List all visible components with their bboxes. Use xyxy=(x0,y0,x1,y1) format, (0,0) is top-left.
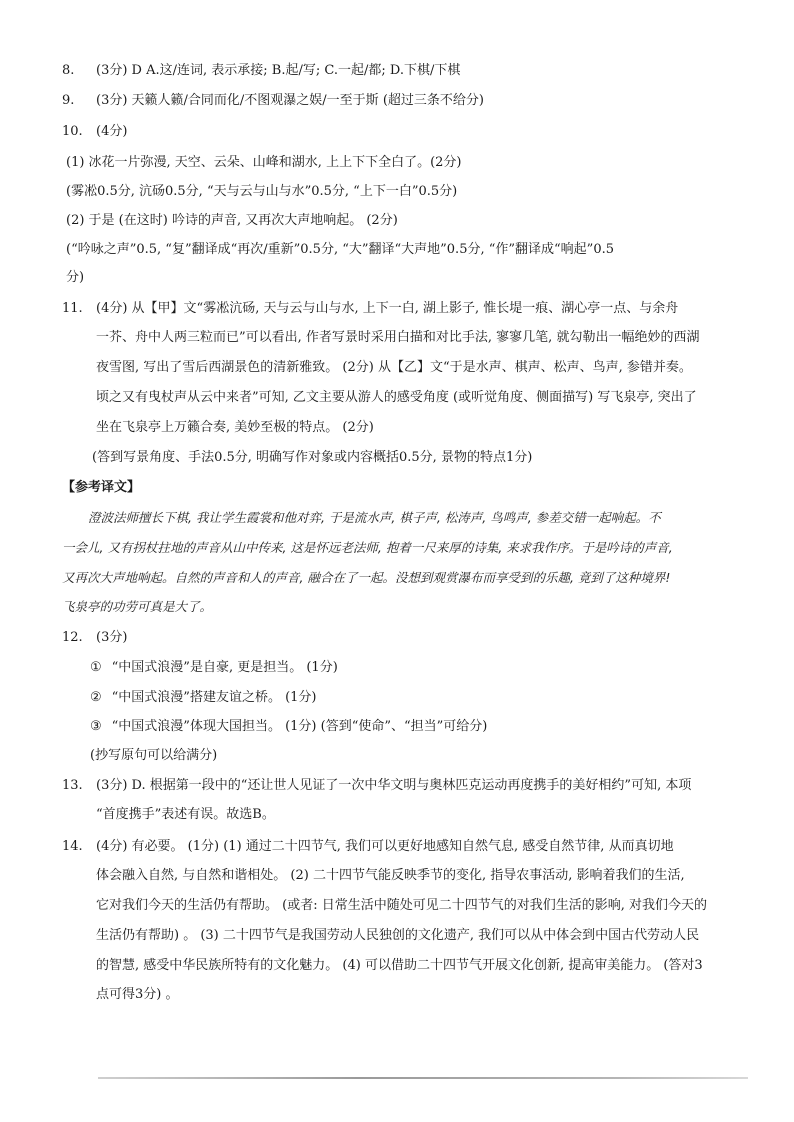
question-14-line-6: 点可得3分) 。 xyxy=(96,987,179,1002)
reference-translation-title: 【参考译文】 xyxy=(62,480,141,495)
circled-number-1-icon: ① xyxy=(90,660,102,675)
question-12-item-1-text: “中国式浪漫”是自豪, 更是担当。 (1分) xyxy=(111,660,338,675)
question-14-line-2: 体会融入自然, 与自然和谐相处。 (2) 二十四节气能反映季节的变化, 指导农事活动, 影响着我们的生活, xyxy=(96,868,685,883)
question-10-part-2-rubric-cont: 分) xyxy=(66,270,85,285)
circled-number-2-icon: ② xyxy=(90,690,102,705)
question-13-line-2: “首度携手”表述有误。故选B。 xyxy=(96,807,275,822)
question-14-line-1: (4分) 有必要。 (1分) (1) 通过二十四节气, 我们可以更好地感知自然气息, 感受自然节律, 从而真切地 xyxy=(96,839,674,854)
reference-translation-line-2: 一会儿, 又有拐杖拄地的声音从山中传来, 这是怀远老法师, 抱着一尺来厚的诗集, 来求我作序。于是吟诗的声音, xyxy=(62,540,673,555)
question-13-line-1: (3分) D. 根据第一段中的“还让世人见证了一次中华文明与奥林匹克运动再度携手的美好相约”可知, 本项 xyxy=(96,778,692,793)
question-11-line-5: 坐在飞泉亭上万籁合奏, 美妙至极的特点。 (2分) xyxy=(96,420,374,435)
question-12-number: 12. xyxy=(62,630,83,645)
question-10-part-2: (2) 于是 (在这时) 吟诗的声音, 又再次大声地响起。 (2分) xyxy=(66,213,398,228)
question-12-item-1 xyxy=(90,659,338,677)
question-12-item-3 xyxy=(90,718,487,736)
question-10-part-1-rubric: (雾凇0.5分, 沆砀0.5分, “天与云与山与水”0.5分, “上下一白”0.5分) xyxy=(66,184,458,199)
question-8-number: 8. xyxy=(62,63,75,78)
question-11-line-1: (4分) 从【甲】文“雾凇沆砀, 天与云与山与水, 上下一白, 湖上影子, 惟长堤一痕、湖心亭一点、与余舟 xyxy=(96,301,679,316)
reference-translation-line-3: 又再次大声地响起。自然的声音和人的声音, 融合在了一起。没想到观赏瀑布而享受到的乐趣, 竟到了这种境界! xyxy=(62,570,671,585)
question-11-line-4: 顷之又有曳杖声从云中来者”可知, 乙文主要从游人的感受角度 (或听觉角度、侧面描写) 写飞泉亭, 突出了 xyxy=(96,390,697,405)
reference-translation-line-4: 飞泉亭的功劳可真是大了。 xyxy=(62,599,213,614)
question-12-note: (抄写原句可以给满分) xyxy=(90,748,218,763)
question-12-item-2 xyxy=(90,689,317,707)
question-14-line-4: 生活仍有帮助) 。 (3) 二十四节气是我国劳动人民独创的文化遗产, 我们可以从中体会到中国古代劳动人民 xyxy=(96,928,700,943)
question-10-number: 10. xyxy=(62,124,83,139)
question-9-number: 9. xyxy=(62,93,75,108)
question-10-score: (4分) xyxy=(96,124,128,139)
question-11-rubric: (答到写景角度、手法0.5分, 明确写作对象或内容概括0.5分, 景物的特点1分) xyxy=(92,450,533,465)
question-11-line-2: 一芥、舟中人两三粒而已”可以看出, 作者写景时采用白描和对比手法, 寥寥几笔, 就勾勒出一幅绝妙的西湖 xyxy=(96,330,700,345)
question-11-number: 11. xyxy=(62,301,83,316)
footer-divider xyxy=(98,1077,748,1079)
question-14-line-5: 的智慧, 感受中华民族所特有的文化魅力。 (4) 可以借助二十四节气开展文化创新, 提高审美能力。 (答对3 xyxy=(96,958,703,973)
question-13-number: 13. xyxy=(62,778,83,793)
question-12-item-3-text: “中国式浪漫”体现大国担当。 (1分) (答到“使命”、“担当”可给分) xyxy=(111,719,488,734)
question-9-answer: (3分) 天籁人籁/合同而化/不图观瀑之娱/一至于斯 (超过三条不给分) xyxy=(96,93,484,108)
reference-translation-line-1: 澄波法师擅长下棋, 我让学生霞裳和他对弈, 于是流水声, 棋子声, 松涛声, 鸟鸣声, 参差交错一起响起。不 xyxy=(88,510,661,525)
question-12-score: (3分) xyxy=(96,630,128,645)
question-12-item-2-text: “中国式浪漫”搭建友谊之桥。 (1分) xyxy=(111,690,317,705)
question-11-line-3: 夜雪图, 写出了雪后西湖景色的清新雅致。 (2分) 从【乙】文“于是水声、棋声、松声、鸟声, 参错并奏。 xyxy=(96,360,692,375)
question-10-part-1: (1) 冰花一片弥漫, 天空、云朵、山峰和湖水, 上上下下全白了。(2分) xyxy=(66,155,462,170)
question-14-line-3: 它对我们今天的生活仍有帮助。 (或者: 日常生活中随处可见二十四节气的对我们生活的影响, 对我们今天的 xyxy=(96,898,707,913)
question-10-part-2-rubric: (“吟咏之声”0.5, “复”翻译成“再次/重新”0.5分, “大”翻译“大声地”0.5分, “作”翻译成“响起”0.5 xyxy=(66,242,614,257)
question-14-number: 14. xyxy=(62,839,83,854)
circled-number-3-icon: ③ xyxy=(90,719,102,734)
question-8-answer: (3分) D A.这/连词, 表示承接; B.起/写; C.一起/都; D.下棋/下棋 xyxy=(96,63,461,78)
